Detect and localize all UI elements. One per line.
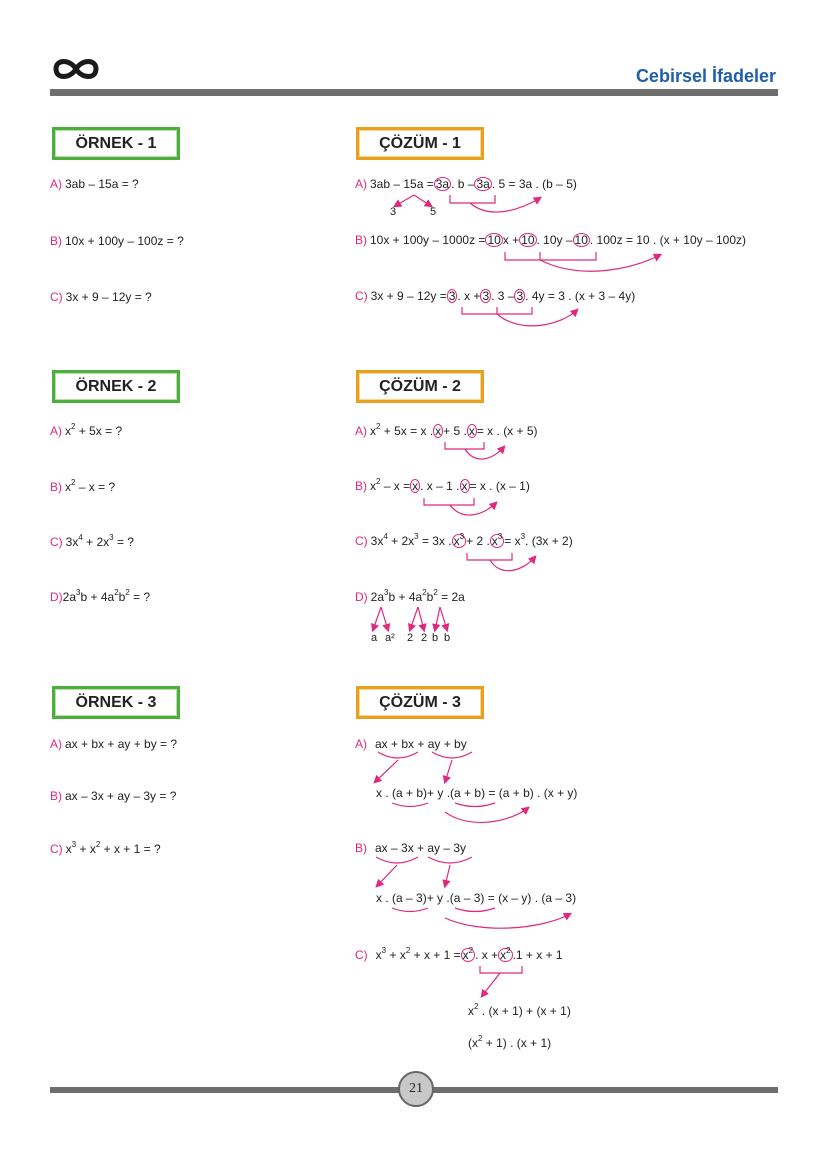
example-2-b: B) $x^2$ – x = ?	[50, 478, 116, 494]
solution-3-title: ÇÖZÜM - 3	[356, 686, 484, 719]
solution-2-d-factor: b	[432, 632, 439, 644]
example-2-c: C) $3x^4 + 2x^3$ = ?	[50, 533, 134, 549]
solution-3-c-line1: C) $x^3 + x^2 + x + 1 = x^2$ . $x + x^2$ .1 + x + 1	[355, 946, 563, 962]
infinity-icon	[50, 54, 102, 89]
example-1-b: B) 10x + 100y – 100z = ?	[50, 234, 184, 248]
example-2-d: $D)2a^3b + 4a^2b^2$ = ?	[50, 588, 151, 604]
solution-3-b-line2: x . (a – 3)+ y .(a – 3) = (x – y) . (a – 3)	[376, 891, 577, 905]
header-divider	[50, 89, 778, 96]
page-title: Cebirsel İfadeler	[635, 66, 776, 86]
solution-2-b: B) $x^2 - x = x$ . x – 1 . x = x . (x – 1)	[355, 477, 530, 493]
solution-2-d-factor: 2	[407, 632, 414, 644]
solution-1-c: C) 3x + 9 – 12y = 3 . x + 3 . 3 – 3 . 4y = 3 . (x + 3 – 4y)	[355, 289, 636, 303]
solution-1-b: B) 10x + 100y – 1000z = 10 x + 10 . 10y – 10 . 100z = 10 . (x + 10y – 100z)	[355, 233, 746, 247]
example-3-title: ÖRNEK - 3	[52, 686, 180, 719]
example-3-a: A) ax + bx + ay + by = ?	[50, 737, 178, 751]
solution-2-d-factor: 2	[421, 632, 428, 644]
solution-1-a-factor-3: 3	[390, 206, 397, 218]
solution-1-title: ÇÖZÜM - 1	[356, 127, 484, 160]
solution-2-a: A) $x^2 + 5x = x$ . x + 5 . x = x . (x + 5)	[355, 422, 538, 438]
solution-3-a-line1: A) ax + bx + ay + by	[355, 737, 467, 751]
page-number: 21	[398, 1071, 434, 1107]
solution-2-d-factor: a	[371, 632, 378, 644]
example-3-b: B) ax – 3x + ay – 3y = ?	[50, 789, 177, 803]
solution-3-c-line2: $x^2$ . (x + 1) + (x + 1)	[468, 1002, 571, 1018]
solution-3-a-line2: x . (a + b)+ y .(a + b) = (a + b) . (x + y)	[376, 786, 578, 800]
solution-2-c: C) $3x^4 + 2x^3 = 3x$ . $x^3 + 2$ . $x^3 = x^3$. (3x + 2)	[355, 532, 573, 548]
example-1-c: C) 3x + 9 – 12y = ?	[50, 290, 152, 304]
example-2-a: A) $x^2 + 5x$ = ?	[50, 422, 123, 438]
example-3-c: C) $x^3 + x^2 + x + 1$ = ?	[50, 840, 161, 856]
solution-2-title: ÇÖZÜM - 2	[356, 370, 484, 403]
solution-3-b-line1: B) ax – 3x + ay – 3y	[355, 841, 467, 855]
solution-2-d: D) $2a^3b + 4a^2b^2 = 2a$	[355, 588, 465, 604]
solution-1-a-factor-5: 5	[430, 206, 437, 218]
example-1-a: A) 3ab – 15a = ?	[50, 177, 139, 191]
solution-1-a: A) 3ab – 15a = 3a . b – 3a . 5 = 3a . (b – 5)	[355, 177, 577, 191]
solution-3-c-line3: $(x^2 + 1)$ . (x + 1)	[468, 1034, 552, 1050]
solution-2-d-factor: a²	[385, 632, 395, 644]
example-2-title: ÖRNEK - 2	[52, 370, 180, 403]
example-1-title: ÖRNEK - 1	[52, 127, 180, 160]
solution-2-d-factor: b	[444, 632, 451, 644]
